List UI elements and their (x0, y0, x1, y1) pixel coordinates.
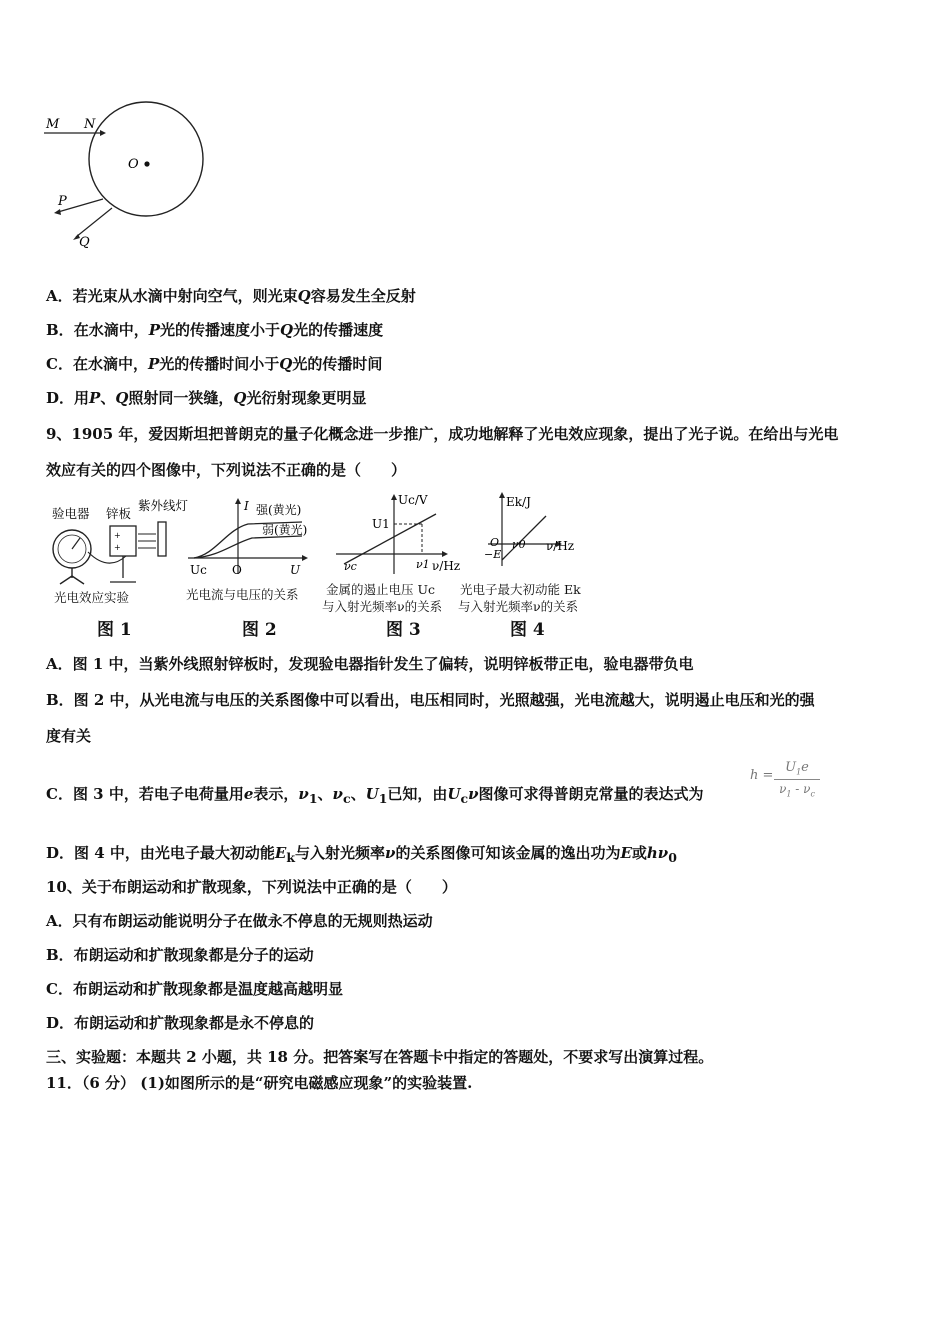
fig3-caption-line1: 金属的遏止电压 Uc (326, 582, 436, 597)
fig1-zinc-label: 锌板 (106, 506, 132, 521)
fig3-number: 图 3 (386, 620, 421, 640)
fig4-neg-e-label: −E (484, 548, 502, 561)
fig4-origin-label: O (490, 536, 500, 549)
fig4-x-axis-label: ν/Hz (546, 539, 575, 553)
fig3-caption-line2: 与入射光频率ν的关系 (322, 599, 443, 614)
fig1-lamp-label: 紫外线灯 (138, 498, 188, 513)
fig2-current-voltage-graph (186, 494, 326, 584)
q8-option-a: A．若光束从水滴中射向空气，则光束Q容易发生全反射 (46, 287, 416, 305)
fig3-nuc-label: νc (344, 560, 357, 573)
label-n: N (84, 117, 96, 132)
formula-h: h = (750, 768, 774, 783)
q10-option-a: A．只有布朗运动能说明分子在做永不停息的无规则热运动 (46, 912, 433, 930)
fig4-y-axis-label: Ek/J (506, 495, 531, 509)
fig3-u1-label: U1 (372, 517, 390, 531)
fig3-x-axis-label: ν/Hz (432, 559, 461, 573)
fig4-kinetic-energy-graph (472, 490, 592, 580)
q9-option-b-line2: 度有关 (46, 727, 92, 745)
q10-stem: 10、关于布朗运动和扩散现象，下列说法中正确的是（ ） (46, 878, 457, 896)
fig3-y-axis-label: Uc/V (398, 493, 428, 507)
droplet-figure (40, 100, 220, 260)
fig1-caption: 光电效应实验 (54, 590, 130, 605)
fig2-i-axis-label: I (244, 499, 249, 513)
q9-stem-line2: 效应有关的四个图像中，下列说法不正确的是（ ） (46, 461, 407, 479)
q9-stem-line1: 9、1905 年，爱因斯坦把普朗克的量子化概念进一步推广，成功地解释了光电效应现象，提出了光子说。在给出与光电 (46, 425, 839, 443)
q9-option-c: C．图 3 中，若电子电荷量用e表示，$\nu_1$、$\nu_c$、$U_1$已知，由$U_c\nu$图像可求得普朗克常量的表达式为 (46, 785, 704, 806)
fig2-number: 图 2 (242, 620, 277, 640)
q8-option-d: D．用P、Q照射同一狭缝，Q光衍射现象更明显 (46, 389, 367, 407)
fig3-nu1-label: ν1 (416, 558, 430, 571)
svg-text:+: + (114, 543, 121, 552)
fig2-uc-label: Uc (190, 563, 207, 577)
fig1-photoelectric-setup (48, 494, 188, 594)
svg-text:+: + (114, 531, 121, 540)
q9-option-a: A．图 1 中，当紫外线照射锌板时，发现验电器指针发生了偏转，说明锌板带正电，验电器带负电 (46, 655, 694, 673)
q9-option-d: D．图 4 中，由光电子最大初动能$E_k$与入射光频率ν的关系图像可知该金属的逸出功为E或$h\nu_0$ (46, 844, 677, 865)
fig4-nu0-label: ν0 (512, 538, 526, 551)
label-p: P (58, 194, 67, 209)
section3-heading: 三、实验题：本题共 2 小题，共 18 分。把答案写在答题卡中指定的答题处，不要求写出演算过程。 (46, 1048, 714, 1066)
fig4-caption-line1: 光电子最大初动能 Ek (460, 582, 581, 597)
q10-option-c: C．布朗运动和扩散现象都是温度越高越明显 (46, 980, 343, 998)
q9-option-b-line1: B．图 2 中，从光电流与电压的关系图像中可以看出，电压相同时，光照越强，光电流越大，说明遏止电压和光的强 (46, 691, 815, 709)
fig4-number: 图 4 (510, 620, 545, 640)
q8-option-b: B．在水滴中，P光的传播速度小于Q光的传播速度 (46, 321, 384, 339)
fig1-number: 图 1 (97, 620, 132, 640)
fig1-electroscope-label: 验电器 (52, 506, 90, 521)
fig2-weak-label: 弱(黄光) (262, 523, 308, 537)
fig2-origin-label: O (232, 563, 242, 577)
fig3-stopping-voltage-graph (332, 490, 472, 580)
label-q: Q (79, 235, 90, 250)
label-o: O (128, 157, 139, 172)
fig4-caption-line2: 与入射光频率ν的关系 (458, 599, 579, 614)
q10-option-d: D．布朗运动和扩散现象都是永不停息的 (46, 1014, 315, 1032)
q8-option-c: C．在水滴中，P光的传播时间小于Q光的传播时间 (46, 355, 383, 373)
fig2-strong-label: 强(黄光) (256, 503, 302, 517)
q10-option-b: B．布朗运动和扩散现象都是分子的运动 (46, 946, 314, 964)
q11-stem: 11．（6 分） (1)如图所示的是“研究电磁感应现象”的实验装置. (46, 1074, 473, 1092)
fig2-caption: 光电流与电压的关系 (186, 587, 299, 602)
label-m: M (46, 117, 60, 132)
planck-formula: h = $U_1e$ $\nu_1 - \nu_c$ (750, 760, 830, 806)
fig2-u-axis-label: U (290, 563, 301, 577)
